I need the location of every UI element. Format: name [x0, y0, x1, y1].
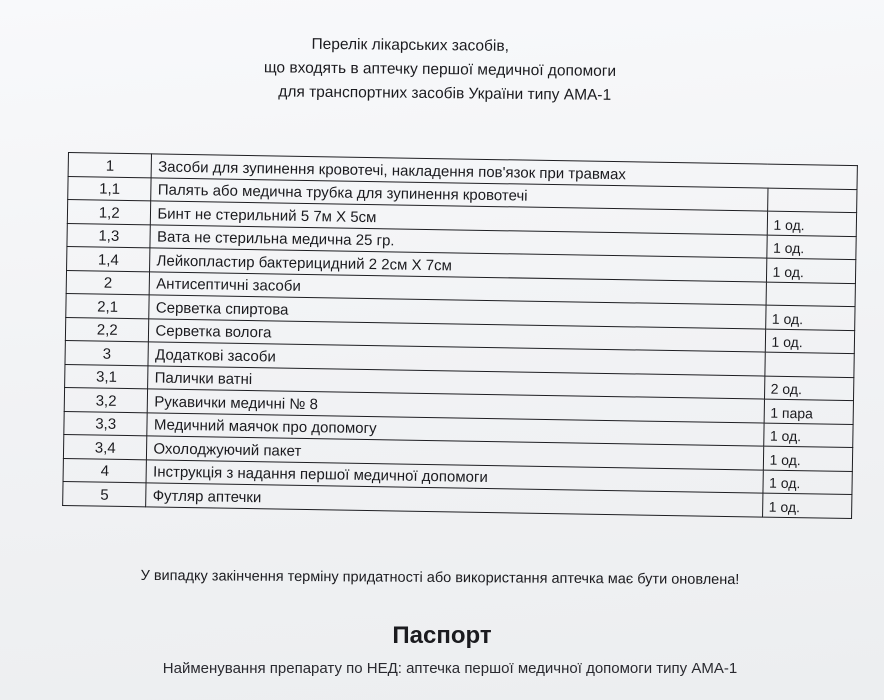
- passport-title: Паспорт: [392, 622, 492, 649]
- row-number: 3,3: [64, 411, 148, 436]
- heading-line-1: Перелік лікарських засобів,: [311, 35, 510, 55]
- row-quantity: 1 пара: [764, 399, 854, 424]
- row-quantity: [766, 282, 856, 307]
- row-quantity: 1 од.: [767, 211, 857, 236]
- renewal-note: У випадку закінчення терміну придатності або використання аптечка має бути оновлена!: [140, 567, 740, 589]
- row-name: Палять або медична трубка для зупинення кровотечі: [151, 177, 767, 211]
- row-number: 4: [63, 458, 147, 483]
- row-quantity: [767, 188, 857, 213]
- row-quantity: [764, 352, 854, 377]
- row-name: Інструкція з надання першої медичної допомоги: [146, 459, 762, 493]
- heading-line-2: що входять в аптечку першої медичної допомоги: [263, 59, 617, 80]
- product-name-line: Найменування препарату по НЕД: аптечка першої медичної допомоги типу АМА-1: [162, 660, 738, 677]
- row-name: Вата не стерильна медична 25 гр.: [150, 224, 766, 258]
- row-quantity: 1 од.: [763, 423, 853, 448]
- heading-line-3: для транспортних засобів України типу АМА-1: [278, 83, 612, 104]
- row-number: 3: [65, 340, 149, 365]
- medicine-list-table-wrapper: [62, 152, 858, 519]
- row-quantity: 1 од.: [763, 446, 853, 471]
- row-number: 1,3: [67, 223, 151, 248]
- medicine-list-table: [62, 152, 858, 519]
- row-number: 2,1: [66, 293, 150, 318]
- row-name: Бинт не стерильний 5 7м Х 5см: [151, 201, 767, 235]
- row-number: 1,2: [67, 200, 151, 225]
- row-quantity: 1 од.: [762, 470, 852, 495]
- row-number: 3,1: [65, 364, 149, 389]
- row-number: 1,1: [68, 176, 152, 201]
- row-quantity: 1 од.: [765, 305, 855, 330]
- row-quantity: 2 од.: [764, 376, 854, 401]
- row-number: 1: [68, 153, 152, 178]
- row-name: Серветка волога: [149, 318, 765, 352]
- row-number: 5: [63, 481, 147, 506]
- row-number: 1,4: [67, 246, 151, 271]
- row-name: Футляр аптечки: [146, 483, 762, 517]
- row-name: Додаткові засоби: [148, 342, 764, 376]
- row-name: Засоби для зупинення кровотечі, накладення пов'язок при травмах: [152, 154, 858, 189]
- row-quantity: 1 од.: [762, 493, 852, 518]
- row-quantity: 1 од.: [765, 329, 855, 354]
- row-number: 3,2: [64, 387, 148, 412]
- row-name: Серветка спиртова: [149, 295, 765, 329]
- row-quantity: 1 од.: [766, 258, 856, 283]
- row-name: Охолоджуючий пакет: [147, 436, 763, 470]
- document-heading: [150, 31, 711, 109]
- row-number: 3,4: [63, 434, 147, 459]
- row-number: 2,2: [65, 317, 149, 342]
- row-name: Медичний маячок про допомогу: [147, 412, 763, 446]
- row-name: Рукавички медичні № 8: [148, 389, 764, 423]
- row-name: Лейкопластир бактерицидний 2 2см Х 7см: [150, 248, 766, 282]
- row-name: Палички ватні: [148, 365, 764, 399]
- row-name: Антисептичні засоби: [150, 271, 766, 305]
- row-number: 2: [66, 270, 150, 295]
- row-quantity: 1 од.: [766, 235, 856, 260]
